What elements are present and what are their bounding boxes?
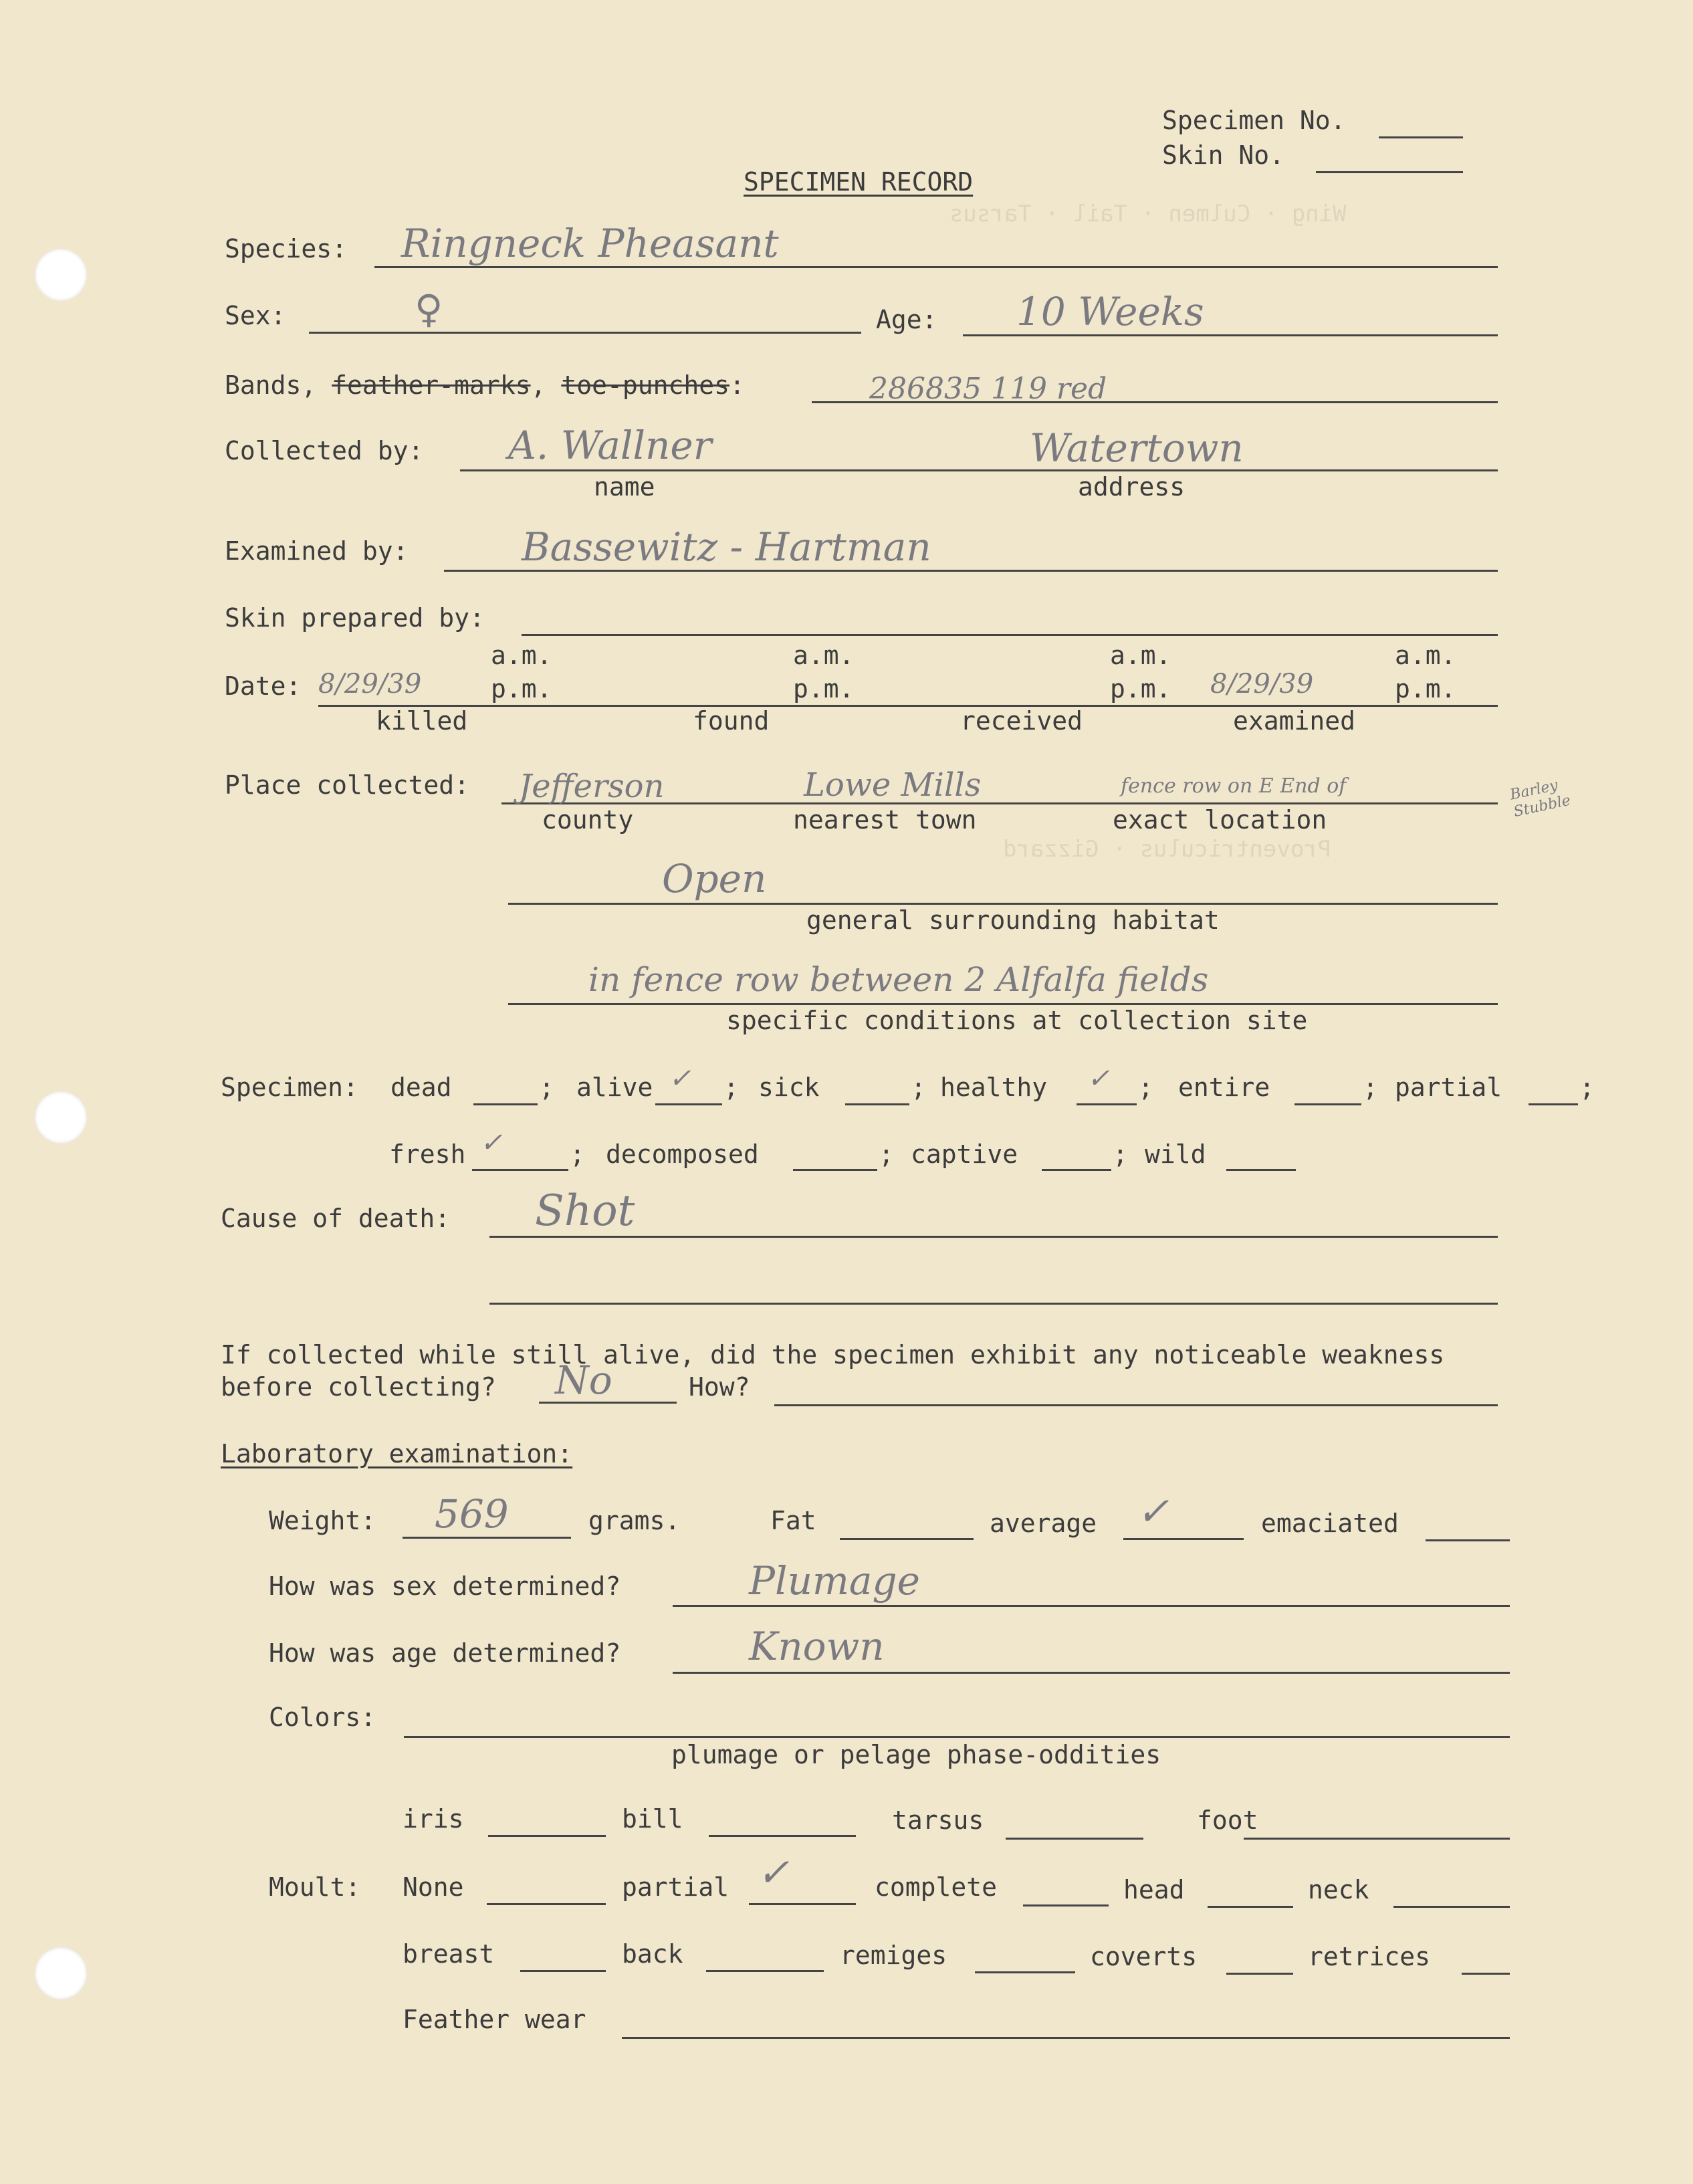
place-collected-label: Place collected: (225, 770, 470, 800)
bill-label: bill (622, 1804, 683, 1834)
page-title: SPECIMEN RECORD (744, 167, 974, 197)
species-value: Ringneck Pheasant (401, 221, 779, 266)
date-pm-killed: p.m. (491, 674, 552, 703)
examined-by-field[interactable] (444, 570, 1498, 572)
show-through-text: Wing · Culmen · Tail · Tarsus (949, 201, 1347, 227)
collected-by-field[interactable] (460, 469, 1498, 471)
date-pm-examined: p.m. (1395, 674, 1456, 703)
sex-field[interactable] (309, 332, 861, 334)
specimen-sep: ; (911, 1073, 926, 1102)
average-label: average (990, 1509, 1097, 1538)
specimen-no-field[interactable] (1379, 136, 1463, 138)
age-value: 10 Weeks (1016, 289, 1204, 334)
moult-remiges-label: remiges (840, 1941, 947, 1970)
emaciated-field[interactable] (1426, 1539, 1510, 1541)
place-county-value: Jefferson (519, 768, 665, 805)
specimen-wild-field[interactable] (1226, 1169, 1296, 1171)
date-am-received: a.m. (1110, 641, 1171, 670)
place-location-caption: exact location (1113, 805, 1327, 835)
specimen-fresh-check: ✓ (480, 1127, 503, 1158)
collected-by-address-value: Watertown (1030, 425, 1244, 471)
tarsus-field[interactable] (1006, 1838, 1143, 1840)
skin-no-label: Skin No. (1162, 140, 1285, 170)
weakness-how-field[interactable] (774, 1404, 1498, 1406)
weakness-question-line2: before collecting? (221, 1372, 496, 1402)
conditions-caption: specific conditions at collection site (726, 1006, 1308, 1035)
iris-field[interactable] (488, 1835, 606, 1837)
punch-hole-middle (35, 1091, 87, 1143)
sex-value: ♀ (415, 286, 443, 332)
skin-no-field[interactable] (1316, 171, 1463, 173)
colors-label: Colors: (269, 1703, 376, 1732)
specimen-fresh-label: fresh (389, 1139, 466, 1169)
specimen-healthy-check: ✓ (1087, 1063, 1110, 1094)
collected-by-address-caption: address (1078, 472, 1186, 502)
specimen-healthy-label: healthy (940, 1073, 1048, 1102)
bands-label-plain: Bands, (225, 370, 332, 400)
specimen-entire-field[interactable] (1294, 1103, 1361, 1105)
conditions-field[interactable] (508, 1003, 1498, 1005)
lab-exam-label: Laboratory examination: (221, 1439, 573, 1468)
weight-field[interactable] (403, 1537, 571, 1539)
date-caption-examined: examined (1233, 706, 1356, 736)
habitat-caption: general surrounding habitat (806, 905, 1220, 935)
moult-head-field[interactable] (1208, 1906, 1293, 1908)
fat-field[interactable] (840, 1538, 974, 1540)
specimen-entire-label: entire (1178, 1073, 1270, 1102)
specimen-dead-label: dead (390, 1073, 452, 1102)
skin-prepared-by-field[interactable] (522, 634, 1498, 636)
date-caption-received: received (960, 706, 1083, 736)
moult-retrices-field[interactable] (1462, 1973, 1510, 1975)
date-label: Date: (225, 671, 302, 701)
collected-by-label: Collected by: (225, 436, 424, 465)
bill-field[interactable] (709, 1835, 856, 1837)
specimen-partial-field[interactable] (1529, 1103, 1578, 1105)
specimen-sick-field[interactable] (845, 1103, 909, 1105)
species-label: Species: (225, 234, 348, 263)
date-am-examined: a.m. (1395, 641, 1456, 670)
sex-label: Sex: (225, 301, 286, 330)
specimen-dead-field[interactable] (473, 1103, 538, 1105)
specimen-captive-label: captive (911, 1139, 1018, 1169)
specimen-fresh-field[interactable] (472, 1169, 568, 1171)
moult-head-label: head (1123, 1875, 1185, 1904)
moult-coverts-field[interactable] (1226, 1973, 1293, 1975)
specimen-sep: ; (539, 1073, 554, 1102)
place-county-caption: county (542, 805, 634, 835)
date-am-killed: a.m. (491, 641, 552, 670)
habitat-field[interactable] (508, 903, 1498, 905)
moult-label: Moult: (269, 1872, 361, 1902)
specimen-label: Specimen: (221, 1073, 358, 1102)
bands-label-struck: feather-marks (332, 370, 531, 400)
weight-label: Weight: (269, 1506, 376, 1535)
moult-partial-field[interactable] (749, 1903, 856, 1905)
specimen-sep: ; (570, 1139, 585, 1169)
moult-retrices-label: retrices (1308, 1942, 1431, 1971)
moult-remiges-field[interactable] (975, 1971, 1075, 1973)
place-town-value: Lowe Mills (804, 766, 982, 804)
sex-determined-field[interactable] (673, 1605, 1510, 1607)
conditions-value: in fence row between 2 Alfalfa fields (588, 960, 1209, 999)
moult-partial-check: ✓ (757, 1850, 790, 1895)
collected-by-name-caption: name (594, 472, 655, 502)
date-pm-found: p.m. (793, 674, 855, 703)
bands-label-struck: toe-punches (561, 370, 730, 400)
age-determined-value: Known (749, 1624, 885, 1669)
specimen-sep: ; (1363, 1073, 1378, 1102)
specimen-alive-field[interactable] (655, 1103, 722, 1105)
specimen-sick-label: sick (758, 1073, 820, 1102)
bands-value: 286835 119 red (869, 372, 1107, 406)
tarsus-label: tarsus (892, 1806, 984, 1835)
date-caption-killed: killed (376, 706, 468, 736)
grams-label: grams. (588, 1506, 681, 1535)
specimen-sep: ; (1113, 1139, 1128, 1169)
date-caption-found: found (693, 706, 770, 736)
species-field[interactable] (374, 266, 1498, 268)
foot-label: foot (1197, 1806, 1258, 1835)
age-determined-label: How was age determined? (269, 1638, 621, 1668)
iris-label: iris (403, 1804, 464, 1834)
weakness-how-label: How? (689, 1372, 750, 1402)
date-examined-value: 8/29/39 (1210, 669, 1314, 699)
specimen-alive-check: ✓ (669, 1063, 691, 1094)
habitat-value: Open (662, 856, 767, 901)
age-determined-field[interactable] (673, 1672, 1510, 1674)
examined-by-label: Examined by: (225, 536, 409, 566)
specimen-sep: ; (1138, 1073, 1153, 1102)
specimen-sep: ; (723, 1073, 739, 1102)
colors-caption: plumage or pelage phase-oddities (671, 1740, 1161, 1769)
weakness-question-line1: If collected while still alive, did the specimen exhibit any noticeable weakness (221, 1340, 1445, 1370)
date-am-found: a.m. (793, 641, 855, 670)
sex-determined-value: Plumage (749, 1558, 920, 1604)
weight-value: 569 (435, 1491, 509, 1537)
moult-complete-label: complete (875, 1872, 998, 1902)
place-town-caption: nearest town (793, 805, 977, 835)
place-location-extra: Barley Stubble (1508, 777, 1573, 821)
age-field[interactable] (963, 334, 1498, 336)
moult-back-field[interactable] (706, 1970, 824, 1972)
specimen-sep: ; (1579, 1073, 1595, 1102)
moult-none-label: None (403, 1872, 464, 1902)
specimen-healthy-field[interactable] (1077, 1103, 1137, 1105)
bands-label-end: : (729, 370, 745, 400)
moult-neck-label: neck (1308, 1875, 1369, 1904)
collected-by-name-value: A. Wallner (508, 423, 712, 468)
specimen-wild-label: wild (1145, 1139, 1206, 1169)
emaciated-label: emaciated (1261, 1509, 1399, 1538)
punch-hole-top (35, 249, 87, 301)
bands-label-sep: , (530, 370, 562, 400)
moult-none-field[interactable] (487, 1903, 606, 1905)
cause-of-death-value: Shot (535, 1186, 635, 1236)
moult-coverts-label: coverts (1090, 1942, 1198, 1971)
date-pm-received: p.m. (1110, 674, 1171, 703)
specimen-decomposed-field[interactable] (793, 1169, 877, 1171)
fat-label: Fat (770, 1506, 816, 1535)
specimen-sep: ; (879, 1139, 894, 1169)
specimen-partial-label: partial (1395, 1073, 1502, 1102)
bands-label (225, 370, 745, 400)
date-killed-value: 8/29/39 (318, 669, 422, 699)
place-location-value: fence row on E End of (1121, 774, 1347, 798)
moult-neck-field[interactable] (1393, 1906, 1510, 1908)
average-field[interactable] (1123, 1538, 1244, 1540)
specimen-no-label: Specimen No. (1162, 106, 1346, 135)
foot-field[interactable] (1244, 1838, 1510, 1840)
weakness-answer-value: No (555, 1357, 612, 1403)
moult-breast-label: breast (403, 1939, 495, 1969)
cause-of-death-label: Cause of death: (221, 1204, 451, 1233)
feather-wear-label: Feather wear (403, 2005, 586, 2034)
age-label: Age: (876, 305, 937, 334)
moult-partial-label: partial (622, 1872, 729, 1902)
average-check: ✓ (1137, 1489, 1169, 1534)
show-through-text: Proventriculus · Gizzard (1003, 836, 1332, 863)
cause-of-death-field[interactable] (489, 1236, 1498, 1238)
examined-by-value: Bassewitz - Hartman (522, 524, 931, 570)
specimen-alive-label: alive (576, 1073, 653, 1102)
skin-prepared-by-label: Skin prepared by: (225, 603, 485, 633)
feather-wear-field[interactable] (622, 2037, 1510, 2039)
moult-breast-field[interactable] (520, 1970, 606, 1972)
cause-of-death-field-2[interactable] (489, 1303, 1498, 1305)
specimen-captive-field[interactable] (1042, 1169, 1111, 1171)
specimen-decomposed-label: decomposed (606, 1139, 759, 1169)
punch-hole-bottom (35, 1947, 87, 1999)
moult-back-label: back (622, 1939, 683, 1969)
moult-complete-field[interactable] (1023, 1904, 1109, 1906)
colors-field[interactable] (404, 1736, 1510, 1738)
sex-determined-label: How was sex determined? (269, 1571, 621, 1601)
